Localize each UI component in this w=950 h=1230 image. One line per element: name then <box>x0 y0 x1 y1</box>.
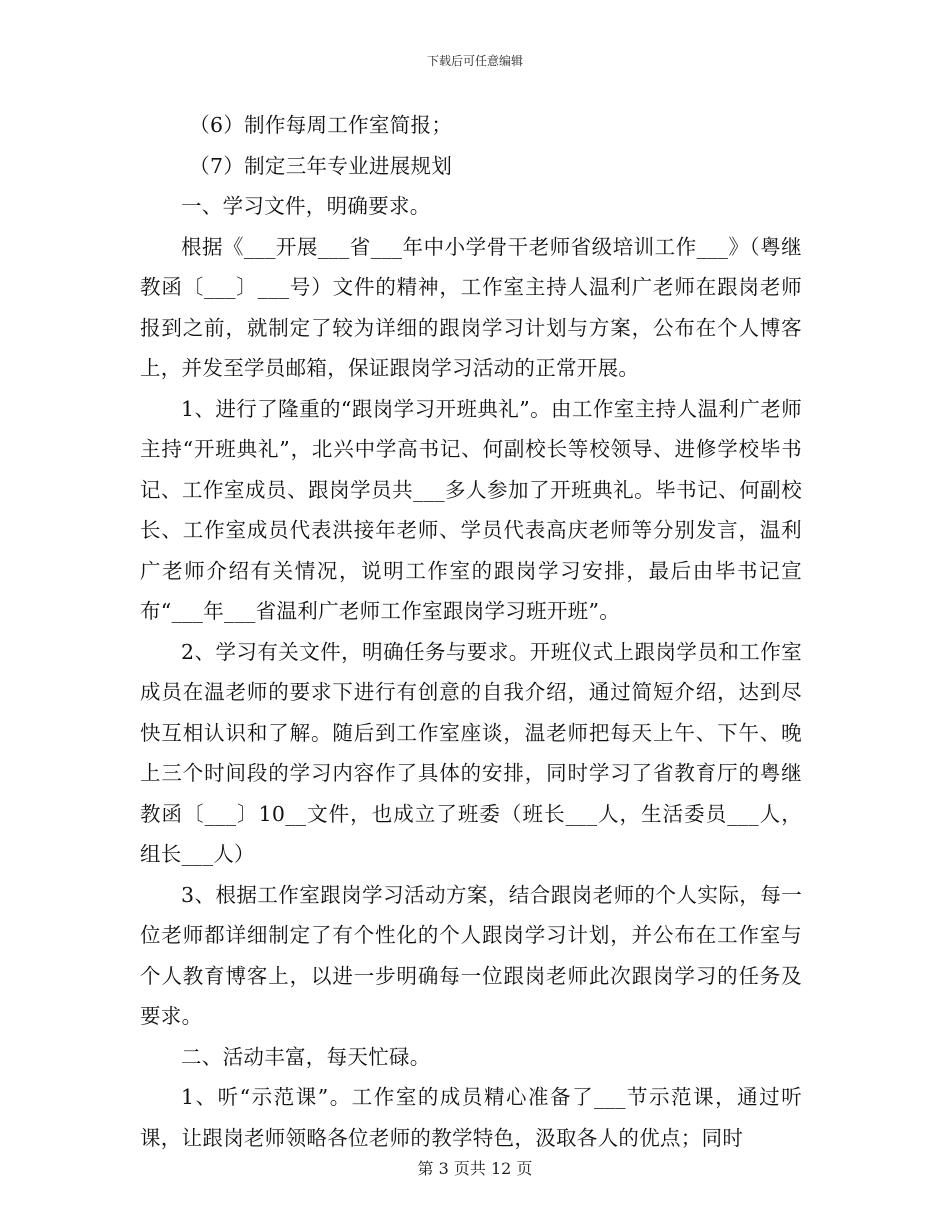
document-body <box>140 105 802 1158</box>
section-heading-1: 一、学习文件，明确要求。 <box>181 194 431 218</box>
page-header: 下载后可任意编辑 <box>426 54 523 68</box>
list-item-6: （6）制作每周工作室简报； <box>189 113 453 137</box>
paragraph-study-plan: 3、根据工作室跟岗学习活动方案，结合跟岗老师的个人实际，每一位老师都详细制定了有个性化的个人跟岗学习计划，并公布在工作室与个人教育博客上，以进一步明确每一位跟岗老师此次跟岗学习的任务及要求。 <box>140 882 802 1028</box>
paragraph-study-documents: 2、学习有关文件，明确任务与要求。开班仪式上跟岗学员和工作室成员在温老师的要求下进行有创意的自我介绍，通过简短介绍，达到尽快互相认识和了解。随后到工作室座谈，温老师把每天上午、下午、晚上三个时间段的学习内容作了具体的安排，同时学习了省教育厅的粤继教函〔___〕10__文件，也成立了班委（班长___人，生活委员___人，组长___人） <box>140 639 802 866</box>
section-heading-2: 二、活动丰富，每天忙碌。 <box>181 1044 431 1069</box>
page-footer: 第 3 页共 12 页 <box>417 1159 533 1178</box>
paragraph-demo-lessons: 1、听“示范课”。工作室的成员精心准备了___节示范课，通过听课，让跟岗老师领略各位老师的教学特色，汲取各人的优点；同时 <box>140 1085 802 1150</box>
paragraph-basis: 根据《___开展___省___年中小学骨干老师省级培训工作___》（粤继教函〔___〕___号）文件的精神，工作室主持人温利广老师在跟岗老师报到之前，就制定了较为详细的跟岗学习计划与方案，公布在个人博客上，并发至学员邮箱，保证跟岗学习活动的正常开展。 <box>140 234 802 380</box>
list-item-7: （7）制定三年专业进展规划 <box>189 153 453 178</box>
paragraph-opening-ceremony: 1、进行了隆重的“跟岗学习开班典礼”。由工作室主持人温利广老师主持“开班典礼”，北兴中学高书记、何副校长等校领导、进修学校毕书记、工作室成员、跟岗学员共___多人参加了开班典礼。毕书记、何副校长、工作室成员代表洪接年老师、学员代表高庆老师等分别发言，温利广老师介绍有关情况，说明工作室的跟岗学习安排，最后由毕书记宣布“___年___省温利广老师工作室跟岗学习班开班”。 <box>140 396 802 623</box>
